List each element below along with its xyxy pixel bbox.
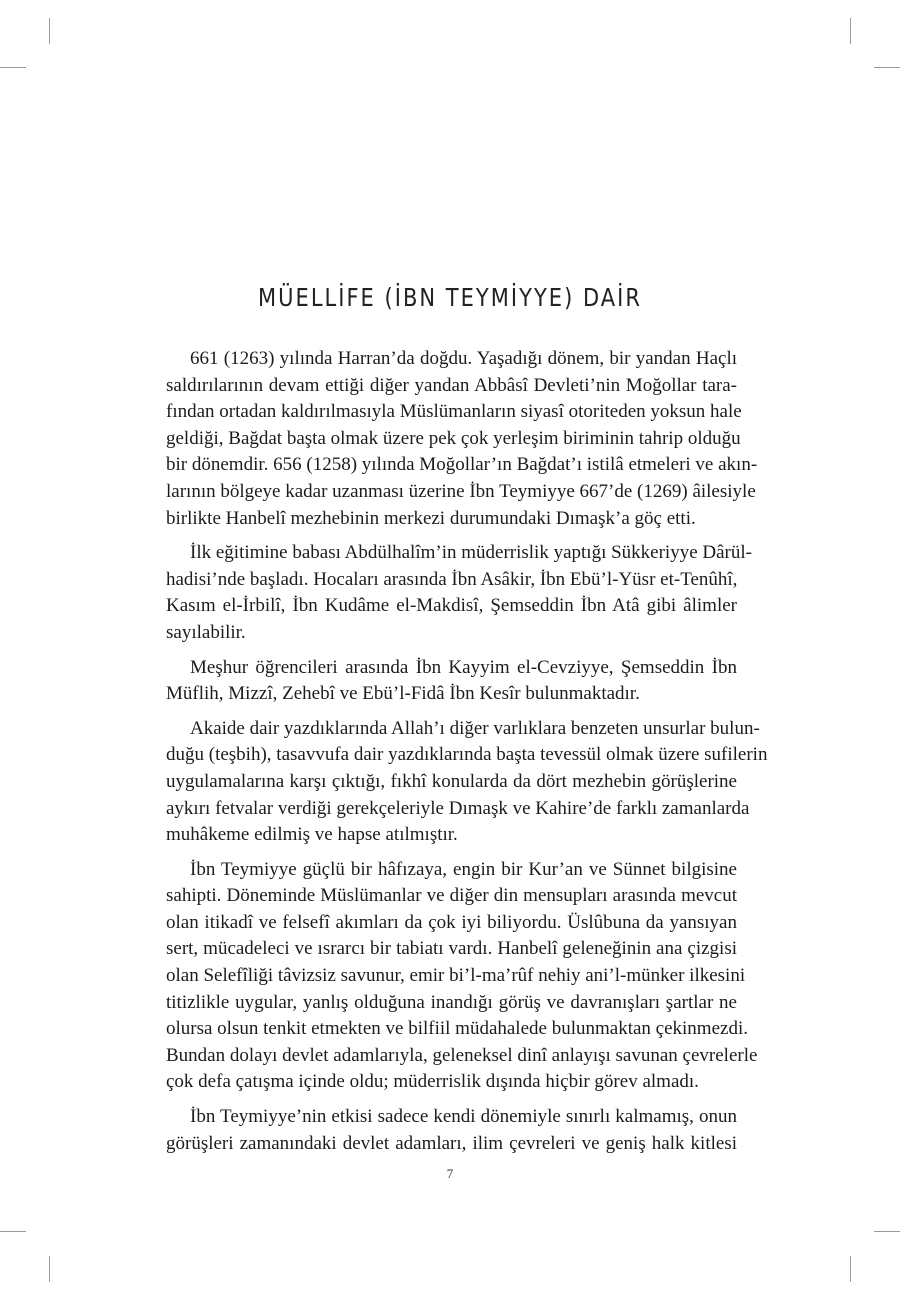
paragraph xyxy=(166,655,737,708)
text-line: larının bölgeye kadar uzanması üzerine İbn Teymiyye 667’de (1269) âilesiyle xyxy=(166,480,756,502)
paragraph xyxy=(166,857,758,1096)
text-line: fından ortadan kaldırılmasıyla Müslümanların siyasî otoriteden yoksun hale xyxy=(166,401,742,423)
text-line: Kasım el-İrbilî, İbn Kudâme el-Makdisî, Şemseddin İbn Atâ gibi âlimler xyxy=(166,595,737,617)
text-line: çok defa çatışma içinde oldu; müderrislik dışında hiçbir görev almadı. xyxy=(166,1071,699,1093)
text-line: Akaide dair yazdıklarında Allah’ı diğer varlıklara benzeten unsurlar bulun- xyxy=(190,717,760,739)
body-text xyxy=(166,346,768,1165)
paragraph xyxy=(166,716,768,849)
text-line: olan Selefîliği tâvizsiz savunur, emir bi’l-ma’rûf nehiy ani’l-münker ilkesini xyxy=(166,965,746,987)
text-line: İbn Teymiyye güçlü bir hâfızaya, engin bir Kur’an ve Sünnet bilgisine xyxy=(190,858,737,880)
crop-mark-top-right-vertical xyxy=(850,18,851,44)
text-line: hadisi’nde başladı. Hocaları arasında İbn Asâkir, İbn Ebü’l-Yüsr et-Tenûhî, xyxy=(166,568,738,590)
crop-mark-top-left-horizontal xyxy=(0,67,26,68)
crop-mark-top-left-vertical xyxy=(49,18,50,44)
crop-mark-bottom-right-vertical xyxy=(850,1256,851,1282)
text-line: görüşleri zamanındaki devlet adamları, ilim çevreleri ve geniş halk kitlesi xyxy=(166,1132,737,1154)
text-line: olan itikadî ve felsefî akımları da çok iyi biliyordu. Üslûbuna da yansıyan xyxy=(166,911,737,933)
text-line: olursa olsun tenkit etmekten ve bilfiil müdahalede bulunmaktan çekinmezdi. xyxy=(166,1018,748,1040)
text-line: Meşhur öğrencileri arasında İbn Kayyim el-Cevziyye, Şemseddin İbn xyxy=(190,656,737,678)
page-number: 7 xyxy=(446,1166,454,1181)
text-line: 661 (1263) yılında Harran’da doğdu. Yaşadığı dönem, bir yandan Haçlı xyxy=(190,348,737,369)
text-line: Bundan dolayı devlet adamlarıyla, geleneksel dinî anlayışı savunan çevrelerle xyxy=(166,1044,758,1066)
text-line: saldırılarının devam ettiği diğer yandan Abbâsî Devleti’nin Moğollar tara- xyxy=(166,374,737,396)
text-line: İbn Teymiyye’nin etkisi sadece kendi dönemiyle sınırlı kalmamış, onun xyxy=(190,1106,737,1128)
text-line: sayılabilir. xyxy=(166,621,246,643)
text-line: uygulamalarına karşı çıktığı, fıkhî konularda da dört mezhebin görüşlerine xyxy=(166,770,737,792)
text-line: bir dönemdir. 656 (1258) yılında Moğollar’ın Bağdat’ı istilâ etmeleri ve akın- xyxy=(166,454,758,476)
text-line: Müflih, Mizzî, Zehebî ve Ebü’l-Fidâ İbn Kesîr bulunmaktadır. xyxy=(166,683,640,705)
text-line: titizlikle uygular, yanlış olduğuna inandığı görüş ve davranışları şartlar ne xyxy=(166,991,737,1013)
crop-mark-bottom-left-vertical xyxy=(49,1256,50,1282)
text-line: sert, mücadeleci ve ısrarcı bir tabiatı vardı. Hanbelî geleneğinin ana çizgisi xyxy=(166,938,737,960)
text-line: İlk eğitimine babası Abdülhalîm’in müderrislik yaptığı Sükkeriyye Dârül- xyxy=(190,542,752,564)
text-line: duğu (teşbih), tasavvufa dair yazdıklarında başta tevessül olmak üzere sufilerin xyxy=(166,744,768,766)
chapter-title: MÜELLİFE (İBN TEYMİYYE) DAİR xyxy=(258,283,642,312)
text-line: birlikte Hanbelî mezhebinin merkezi durumundaki Dımaşk’a göç etti. xyxy=(166,507,696,529)
text-line: muhâkeme edilmiş ve hapse atılmıştır. xyxy=(166,824,458,846)
paragraph xyxy=(166,540,752,646)
paragraph xyxy=(166,346,758,532)
crop-mark-top-right-horizontal xyxy=(874,67,900,68)
paragraph xyxy=(166,1104,737,1157)
crop-mark-bottom-left-horizontal xyxy=(0,1231,26,1232)
crop-mark-bottom-right-horizontal xyxy=(874,1231,900,1232)
text-line: aykırı fetvalar verdiği gerekçeleriyle Dımaşk ve Kahire’de farklı zamanlarda xyxy=(166,797,750,819)
text-line: geldiği, Bağdat başta olmak üzere pek çok yerleşim biriminin tahrip olduğu xyxy=(166,427,741,449)
text-line: sahipti. Döneminde Müslümanlar ve diğer din mensupları arasında mevcut xyxy=(166,885,737,907)
